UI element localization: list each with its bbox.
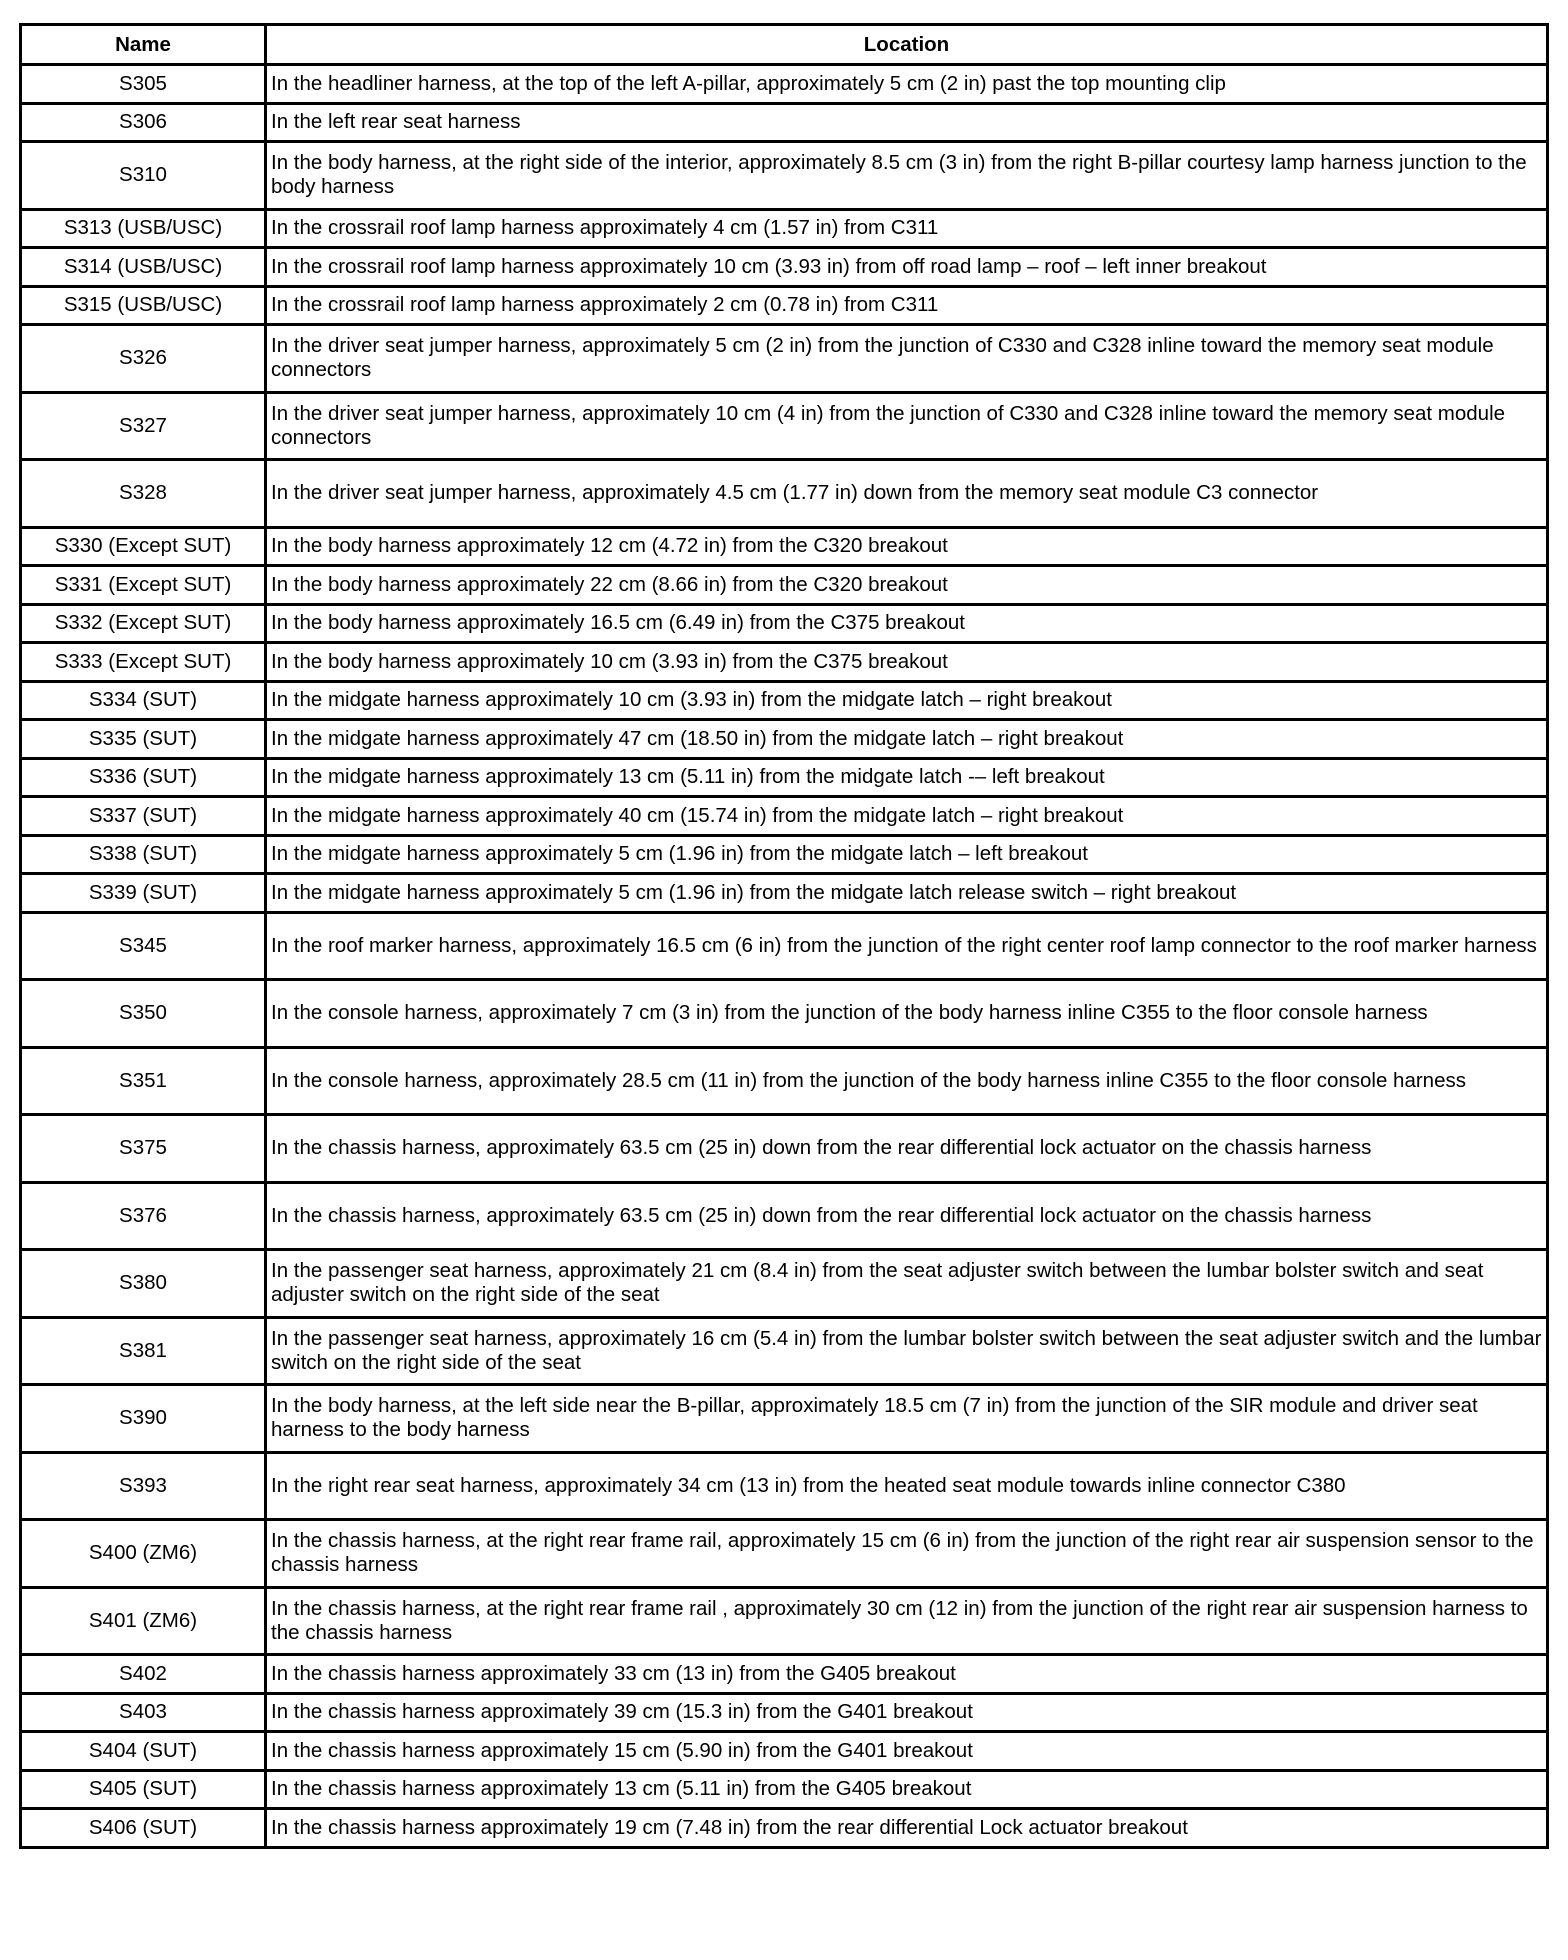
splice-location: In the body harness approximately 12 cm (4.72 in) from the C320 breakout xyxy=(266,527,1548,566)
splice-location: In the console harness, approximately 7 cm (3 in) from the junction of the body harness inline C355 to the floor console harness xyxy=(266,980,1548,1048)
splice-name: S305 xyxy=(21,65,266,104)
splice-location: In the right rear seat harness, approximately 34 cm (13 in) from the heated seat module towards inline connector C380 xyxy=(266,1452,1548,1520)
table-row xyxy=(21,1732,1548,1771)
table-row xyxy=(21,1115,1548,1183)
table-row xyxy=(21,325,1548,393)
table-row xyxy=(21,1385,1548,1453)
table-row xyxy=(21,1047,1548,1115)
splice-name: S345 xyxy=(21,912,266,980)
splice-name: S334 (SUT) xyxy=(21,681,266,720)
splice-name: S338 (SUT) xyxy=(21,835,266,874)
header-name: Name xyxy=(21,25,266,65)
splice-name: S306 xyxy=(21,103,266,142)
table-row xyxy=(21,566,1548,605)
splice-name: S335 (SUT) xyxy=(21,720,266,759)
splice-location: In the chassis harness approximately 15 cm (5.90 in) from the G401 breakout xyxy=(266,1732,1548,1771)
splice-name: S333 (Except SUT) xyxy=(21,643,266,682)
table-row xyxy=(21,460,1548,528)
table-row xyxy=(21,103,1548,142)
splice-location: In the chassis harness, at the right rear frame rail, approximately 15 cm (6 in) from the junction of the right rear air suspension sensor to the chassis harness xyxy=(266,1520,1548,1588)
splice-location: In the midgate harness approximately 40 cm (15.74 in) from the midgate latch – right breakout xyxy=(266,797,1548,836)
splice-name: S337 (SUT) xyxy=(21,797,266,836)
splice-name: S350 xyxy=(21,980,266,1048)
splice-name: S393 xyxy=(21,1452,266,1520)
splice-name: S332 (Except SUT) xyxy=(21,604,266,643)
splice-location: In the left rear seat harness xyxy=(266,103,1548,142)
table-row xyxy=(21,209,1548,248)
splice-name: S390 xyxy=(21,1385,266,1453)
table-row xyxy=(21,142,1548,210)
splice-location: In the crossrail roof lamp harness approximately 10 cm (3.93 in) from off road lamp – roof – left inner breakout xyxy=(266,248,1548,287)
table-row xyxy=(21,1317,1548,1385)
splice-name: S375 xyxy=(21,1115,266,1183)
splice-location: In the midgate harness approximately 5 cm (1.96 in) from the midgate latch – left breakout xyxy=(266,835,1548,874)
splice-name: S314 (USB/USC) xyxy=(21,248,266,287)
table-row xyxy=(21,1182,1548,1250)
splice-location: In the chassis harness, at the right rear frame rail , approximately 30 cm (12 in) from the junction of the right rear air suspension harness to the chassis harness xyxy=(266,1587,1548,1655)
splice-location: In the chassis harness approximately 13 cm (5.11 in) from the G405 breakout xyxy=(266,1770,1548,1809)
splice-name: S330 (Except SUT) xyxy=(21,527,266,566)
splice-location: In the midgate harness approximately 10 cm (3.93 in) from the midgate latch – right breakout xyxy=(266,681,1548,720)
splice-name: S315 (USB/USC) xyxy=(21,286,266,325)
splice-location: In the driver seat jumper harness, approximately 10 cm (4 in) from the junction of C330 and C328 inline toward the memory seat module connectors xyxy=(266,392,1548,460)
table-row xyxy=(21,604,1548,643)
splice-location: In the driver seat jumper harness, approximately 5 cm (2 in) from the junction of C330 and C328 inline toward the memory seat module connectors xyxy=(266,325,1548,393)
splice-location: In the chassis harness approximately 33 cm (13 in) from the G405 breakout xyxy=(266,1655,1548,1694)
splice-location: In the midgate harness approximately 13 cm (5.11 in) from the midgate latch -– left breakout xyxy=(266,758,1548,797)
splice-name: S326 xyxy=(21,325,266,393)
table-row xyxy=(21,1809,1548,1848)
splice-location: In the headliner harness, at the top of the left A-pillar, approximately 5 cm (2 in) past the top mounting clip xyxy=(266,65,1548,104)
splice-location: In the body harness, at the left side near the B-pillar, approximately 18.5 cm (7 in) from the junction of the SIR module and driver seat harness to the body harness xyxy=(266,1385,1548,1453)
splice-name: S328 xyxy=(21,460,266,528)
splice-name: S339 (SUT) xyxy=(21,874,266,913)
splice-name: S313 (USB/USC) xyxy=(21,209,266,248)
table-row xyxy=(21,1452,1548,1520)
splice-name: S331 (Except SUT) xyxy=(21,566,266,605)
table-row xyxy=(21,643,1548,682)
table-row xyxy=(21,1693,1548,1732)
splice-location: In the console harness, approximately 28.5 cm (11 in) from the junction of the body harness inline C355 to the floor console harness xyxy=(266,1047,1548,1115)
table-row xyxy=(21,65,1548,104)
splice-location: In the passenger seat harness, approximately 16 cm (5.4 in) from the lumbar bolster switch between the seat adjuster switch and the lumbar switch on the right side of the seat xyxy=(266,1317,1548,1385)
header-location: Location xyxy=(266,25,1548,65)
header-row xyxy=(21,25,1548,65)
splice-location: In the passenger seat harness, approximately 21 cm (8.4 in) from the seat adjuster switch between the lumbar bolster switch and seat adjuster switch on the right side of the seat xyxy=(266,1250,1548,1318)
splice-location: In the chassis harness approximately 19 cm (7.48 in) from the rear differential Lock actuator breakout xyxy=(266,1809,1548,1848)
splice-location: In the crossrail roof lamp harness approximately 2 cm (0.78 in) from C311 xyxy=(266,286,1548,325)
splice-location: In the body harness approximately 10 cm (3.93 in) from the C375 breakout xyxy=(266,643,1548,682)
splice-location: In the chassis harness, approximately 63.5 cm (25 in) down from the rear differential lock actuator on the chassis harness xyxy=(266,1182,1548,1250)
table-row xyxy=(21,248,1548,287)
splice-name: S380 xyxy=(21,1250,266,1318)
table-row xyxy=(21,1520,1548,1588)
splice-name: S406 (SUT) xyxy=(21,1809,266,1848)
splice-location: In the crossrail roof lamp harness approximately 4 cm (1.57 in) from C311 xyxy=(266,209,1548,248)
splice-name: S381 xyxy=(21,1317,266,1385)
splice-name: S402 xyxy=(21,1655,266,1694)
table-row xyxy=(21,758,1548,797)
table-row xyxy=(21,1250,1548,1318)
splice-name: S336 (SUT) xyxy=(21,758,266,797)
splice-name: S400 (ZM6) xyxy=(21,1520,266,1588)
table-row xyxy=(21,527,1548,566)
splice-location: In the roof marker harness, approximately 16.5 cm (6 in) from the junction of the right center roof lamp connector to the roof marker harness xyxy=(266,912,1548,980)
splice-location-table xyxy=(19,23,1549,1849)
table-row xyxy=(21,912,1548,980)
table-row xyxy=(21,286,1548,325)
splice-name: S405 (SUT) xyxy=(21,1770,266,1809)
splice-name: S404 (SUT) xyxy=(21,1732,266,1771)
splice-location: In the body harness, at the right side of the interior, approximately 8.5 cm (3 in) from the right B-pillar courtesy lamp harness junction to the body harness xyxy=(266,142,1548,210)
splice-name: S351 xyxy=(21,1047,266,1115)
table-row xyxy=(21,1655,1548,1694)
table-row xyxy=(21,835,1548,874)
table-row xyxy=(21,1770,1548,1809)
table-row xyxy=(21,392,1548,460)
splice-location: In the body harness approximately 22 cm (8.66 in) from the C320 breakout xyxy=(266,566,1548,605)
table-row xyxy=(21,1587,1548,1655)
table-row xyxy=(21,874,1548,913)
splice-name: S403 xyxy=(21,1693,266,1732)
table-row xyxy=(21,980,1548,1048)
splice-location: In the chassis harness approximately 39 cm (15.3 in) from the G401 breakout xyxy=(266,1693,1548,1732)
splice-location: In the chassis harness, approximately 63.5 cm (25 in) down from the rear differential lock actuator on the chassis harness xyxy=(266,1115,1548,1183)
table-row xyxy=(21,797,1548,836)
splice-location: In the midgate harness approximately 5 cm (1.96 in) from the midgate latch release switch – right breakout xyxy=(266,874,1548,913)
splice-name: S401 (ZM6) xyxy=(21,1587,266,1655)
table-row xyxy=(21,681,1548,720)
splice-location: In the driver seat jumper harness, approximately 4.5 cm (1.77 in) down from the memory seat module C3 connector xyxy=(266,460,1548,528)
splice-name: S376 xyxy=(21,1182,266,1250)
table-row xyxy=(21,720,1548,759)
splice-location: In the midgate harness approximately 47 cm (18.50 in) from the midgate latch – right breakout xyxy=(266,720,1548,759)
splice-name: S310 xyxy=(21,142,266,210)
splice-name: S327 xyxy=(21,392,266,460)
splice-location: In the body harness approximately 16.5 cm (6.49 in) from the C375 breakout xyxy=(266,604,1548,643)
